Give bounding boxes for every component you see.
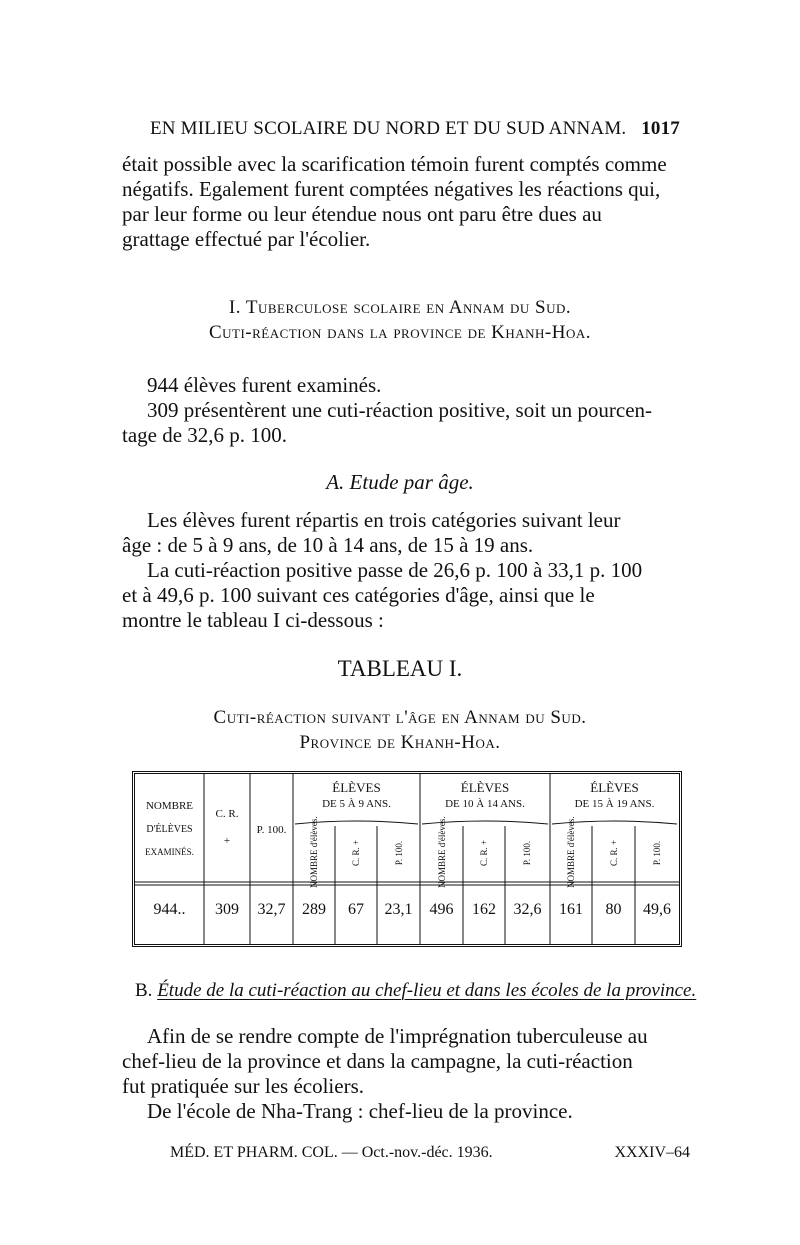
- table-cell: 289: [302, 901, 326, 918]
- subheader-p100: P. 100.: [522, 840, 532, 866]
- group-header-10-14: [420, 781, 550, 811]
- footer-signature: XXXIV–64: [614, 1144, 690, 1161]
- header-nombre: [135, 800, 204, 859]
- age-paragraph: [122, 508, 682, 633]
- table-cell: 49,6: [643, 901, 671, 918]
- group-range: DE 5 À 9 ANS.: [322, 798, 391, 810]
- text-line: grattage effectué par l'écolier.: [122, 227, 371, 251]
- subheader-nombre: NOMBRE d'élèves.: [437, 816, 447, 888]
- table-cell: 309: [215, 901, 239, 918]
- text-line: montre le tableau I ci-dessous :: [122, 608, 384, 632]
- group-range: DE 10 À 14 ANS.: [445, 798, 525, 810]
- text-line: Les élèves furent répartis en trois catégories suivant leur: [147, 508, 621, 532]
- subheader-cr: C. R. +: [609, 839, 619, 867]
- table-cell: 80: [605, 901, 622, 918]
- subsection-a-heading: A. Etude par âge.: [326, 470, 474, 494]
- section-heading-line2: Cuti-réaction dans la province de Khanh-Hoa.: [208, 322, 592, 343]
- subheader-nombre: NOMBRE d'élèves.: [566, 816, 576, 888]
- text-line: était possible avec la scarification témoin furent comptés comme: [122, 152, 667, 176]
- table-cell: 496: [429, 901, 454, 918]
- table-cell: 944..: [153, 901, 186, 918]
- text-line: 944 élèves furent examinés.: [147, 373, 382, 397]
- footer-citation: MÉD. ET PHARM. COL. — Oct.-nov.-déc. 1936.: [170, 1144, 493, 1161]
- header-text: +: [223, 835, 231, 847]
- group-header-5-9: [293, 781, 420, 811]
- tableau-caption-line1: Cuti-réaction suivant l'âge en Annam du Sud.: [213, 707, 587, 728]
- age-table: [132, 771, 682, 947]
- text-line: âge : de 5 à 9 ans, de 10 à 14 ans, de 15 à 19 ans.: [122, 533, 534, 557]
- text-line: par leur forme ou leur étendue nous ont paru être dues au: [122, 202, 602, 226]
- group-label: ÉLÈVES: [460, 780, 510, 795]
- table-cell: 32,6: [513, 901, 542, 918]
- table-cell: 161: [559, 901, 583, 918]
- section-heading-line1: I. Tuberculose scolaire en Annam du Sud.: [228, 297, 572, 318]
- subsection-b-heading: [135, 980, 695, 1002]
- subsection-b-label: B.: [135, 980, 153, 1001]
- stats-paragraph: [122, 373, 682, 448]
- tableau-caption-line2: Province de Khanh-Hoa.: [299, 732, 501, 753]
- text-line: 309 présentèrent une cuti-réaction positive, soit un pourcen-: [147, 398, 653, 422]
- table-cell: 67: [348, 901, 364, 918]
- subheader-cr: C. R. +: [351, 839, 361, 867]
- text-line: et à 49,6 p. 100 suivant ces catégories d'âge, ainsi que le: [122, 583, 595, 607]
- tableau-title: TABLEAU I.: [337, 656, 463, 681]
- table-cell: 162: [472, 901, 496, 918]
- header-text: EXAMINÉS.: [145, 847, 194, 857]
- table-cell: 23,1: [384, 901, 413, 918]
- page-number: 1017: [641, 118, 680, 139]
- group-label: ÉLÈVES: [590, 780, 639, 795]
- text-line: De l'école de Nha-Trang : chef-lieu de la province.: [147, 1099, 573, 1123]
- header-p100: P. 100.: [256, 824, 287, 836]
- header-cr: [204, 808, 250, 848]
- text-line: négatifs. Egalement furent comptées négatives les réactions qui,: [122, 177, 661, 201]
- text-line: fut pratiquée sur les écoliers.: [122, 1074, 364, 1098]
- text-line: chef-lieu de la province et dans la campagne, la cuti-réaction: [122, 1049, 633, 1073]
- subheader-nombre: NOMBRE d'élèves.: [309, 816, 319, 888]
- subsection-b-text: Étude de la cuti-réaction au chef-lieu et dans les écoles de la province.: [157, 980, 697, 1001]
- final-paragraph: [122, 1024, 682, 1124]
- running-head-title: EN MILIEU SCOLAIRE DU NORD ET DU SUD ANNAM.: [150, 118, 627, 139]
- section-heading: [100, 297, 700, 344]
- intro-paragraph: [122, 152, 682, 252]
- header-text: C. R.: [215, 808, 239, 820]
- text-line: La cuti-réaction positive passe de 26,6 p. 100 à 33,1 p. 100: [147, 558, 643, 582]
- header-text: D'ÉLÈVES: [146, 824, 193, 835]
- group-range: DE 15 À 19 ANS.: [574, 798, 655, 810]
- table-cell: 32,7: [257, 901, 286, 918]
- group-header-15-19: [550, 781, 679, 811]
- text-line: tage de 32,6 p. 100.: [122, 423, 288, 447]
- subheader-p100: P. 100.: [652, 840, 662, 866]
- tableau-caption: [100, 707, 700, 754]
- group-label: ÉLÈVES: [332, 780, 381, 795]
- subheader-cr: C. R. +: [479, 839, 489, 867]
- text-line: Afin de se rendre compte de l'imprégnation tuberculeuse au: [147, 1024, 648, 1048]
- subheader-p100: P. 100.: [394, 840, 404, 866]
- header-text: NOMBRE: [145, 800, 194, 812]
